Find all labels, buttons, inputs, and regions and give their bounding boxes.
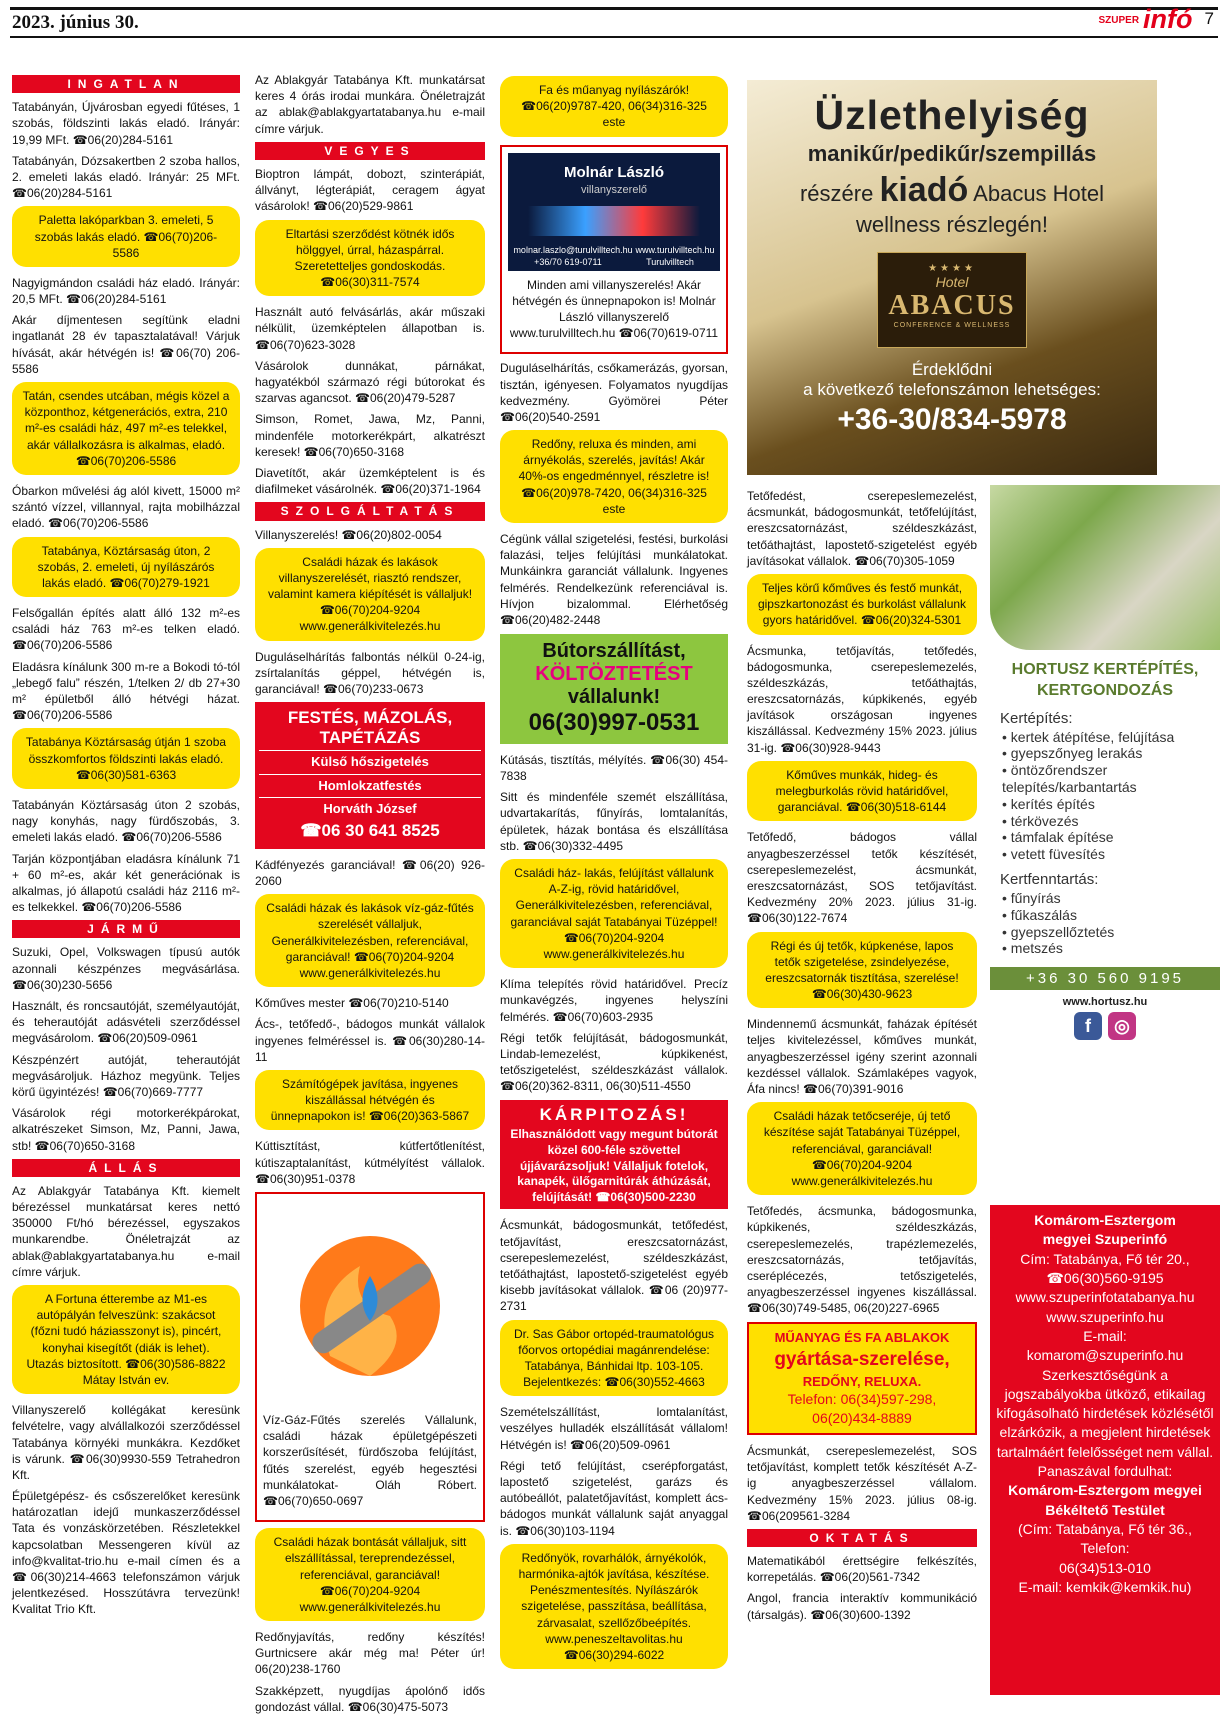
festes-ad — [255, 702, 485, 849]
imprint-box — [990, 1205, 1220, 1695]
classified-ad: Simson, Romet, Jawa, Mz, Panni, mindenféle motorkerékpárt, alkatrészt keresek! ☎06(70)650-3168 — [255, 412, 485, 459]
abacus-logo — [877, 252, 1027, 348]
classified-ad: Vásárolok dunnákat, párnákat, hagyatékból származó régi bútorokat és szarvas agancsot. ☎06(20)479-5287 — [255, 358, 485, 406]
classified-ad: Tetőfedést, cserepeslemezelést, ácsmunkát, bádogosmunkát, tetőfelújítást, ereszcsatornázást, széldeszkázást, tetőáthajtást, lapostető-szigetelést egyéb javításokat vállalok. ☎06(70)305-1059 — [747, 489, 977, 568]
classified-ad: Diavetítőt, akár üzemképtelent is és diafilmeket vásárolnék. ☎06(20)371-1964 — [255, 465, 485, 497]
spark-graphic — [528, 206, 700, 236]
service-list-item: • gyepszőnyeg lerakás — [1002, 745, 1220, 762]
highlighted-ad: Tatabánya Köztársaság útján 1 szoba összkomfortos földszinti lakás eladó. ☎06(30)581-6363 — [12, 728, 240, 789]
molnar-email: molnar.laszlo@turulvilltech.hu — [513, 244, 633, 255]
service-list-item: • gyepszellőztetés — [1002, 924, 1220, 941]
classified-ad: Tarján központjában eladásra kínálunk 71 + 60 m²-es, akár két generációnak is alkalmas, jó állapotú családi ház 2116 m²-es telkekkel. ☎06(70)206-5586 — [12, 851, 240, 915]
butor-line1: Bútorszállítást, — [542, 640, 686, 663]
muanyag-line3: REDŐNY, RELUXA. — [802, 1373, 922, 1389]
section-header: OKTATÁS — [747, 1529, 977, 1547]
highlighted-ad: Teljes körű kőműves és festő munkát, gipszkartonozást és burkolást vállalunk gyors határidővel. ☎06(20)324-5301 — [747, 574, 977, 635]
header-rule — [10, 36, 1218, 38]
classified-ad: Kádfényezés garanciával! ☎06(20) 926-2060 — [255, 857, 485, 889]
classified-ad: Régi tetők felújítását, bádogosmunkát, Lindab-lemezelést, kúpkikenést, tetőszigetelést, széldeszkázást vállalok. ☎06(20)362-8311, 06(30)511-4550 — [500, 1030, 728, 1094]
festes-phone: ☎06 30 641 8525 — [300, 820, 440, 840]
hortusz-list1 — [990, 729, 1220, 863]
classified-ad: Az Ablakgyár Tatabánya Kft. kiemelt bérezéssel munkatársat keres nettó 350000 Ft/hó bérezéssel, egyszakos munkarendbe. Önéletrajzát az ablak@ablakgyartatabanya.hu e-mail címre várjuk. — [12, 1183, 240, 1279]
classified-ad: Redőnyjavítás, redőny készítés! Gurtnicsere akár még ma! Péter úr! 06(20)238-1760 — [255, 1630, 485, 1677]
abacus-wellness: wellness részlegén! — [856, 212, 1048, 237]
imprint-l12: (Cím: Tatabánya, Fő tér 36., — [1017, 1521, 1193, 1537]
column-1 — [12, 72, 240, 1687]
butor-ad — [500, 634, 728, 744]
molnar-phone: +36/70 619-0711 — [534, 256, 602, 267]
classified-ad: Klíma telepítés rövid határidővel. Precíz munkavégzés, ingyenes helyszíni felmérés. ☎06(70)603-2935 — [500, 977, 728, 1024]
abacus-logo-script: Hotel — [935, 274, 969, 290]
imprint-l1: Komárom-Esztergom — [1034, 1212, 1176, 1228]
classified-ad: Felsőgallán építés alatt álló 132 m²-es családi ház 763 m²-es telken eladó. ☎06(70)206-5586 — [12, 606, 240, 653]
molnar-text: Minden ami villanyszerelés! Akár hétvégén és ünnepnapokon is! Molnár László villanyszerelő www.turulvilltech.hu ☎06(70)619-0711 — [509, 277, 719, 341]
abacus-kiado: kiadó — [879, 171, 969, 209]
hortusz-title1: HORTUSZ KERTÉPÍTÉS, — [1011, 661, 1199, 678]
garden-photo — [990, 485, 1220, 650]
classified-ad: Ácsmunka, tetőjavítás, tetőfedés, bádogosmunka, cserepeslemezelés, széldeszkázás, tetőáthajtás, ereszcsatornázás, kúpkikenés, egyéb javítások országosan ingyenes kiszállással. Kedvezmény 15% 2023. július 31-ig. ☎06(30)928-9443 — [747, 643, 977, 755]
karpitozas-ad — [500, 1100, 728, 1209]
classified-ad: Mindennemű ácsmunkát, faházak építését teljes kivitelezéssel, kőműves munkát, anyagbeszerzéssel igény szerint azonnali kezdéssel vállalok. Számlaképes vagyok, Áfa nincs! ☎06(70)391-9016 — [747, 1017, 977, 1096]
molnar-sub: villanyszerelő — [580, 183, 648, 196]
classified-ad: Tetőfedés, ácsmunka, bádogosmunka, kúpkikenés, széldeszkázás, cserepeslemezelés, trapézlemezelés, ereszcsatornázás, tetőjavítás, cseréplécezés, tetőszigetelés, anyagbeszerzéssel ingyenes kiszállással. ☎06(30)749-5485, 06(20)227-6965 — [747, 1204, 977, 1316]
top-rule — [10, 7, 1218, 10]
highlighted-ad: Fa és műanyag nyílászárók! ☎06(20)9787-420, 06(34)316-325 este — [500, 76, 728, 137]
classified-ad: Angol, francia interaktív kommunikáció (társalgás). ☎06(30)600-1392 — [747, 1591, 977, 1622]
classified-ad: Használt autó felvásárlás, akár műszaki nélkülit, üzemképtelen állapotban is. ☎06(70)623-3028 — [255, 305, 485, 352]
abacus-headline: Üzlethelyiség — [814, 92, 1090, 138]
classified-ad: Sitt és mindenféle szemét elszállítása, udvartakarítás, fűnyírás, lomtalanítás, épületek, házak bontása és elszállítása stb. ☎06(30)332-4495 — [500, 790, 728, 853]
muanyag-line1: MŰANYAG ÉS FA ABLAKOK — [774, 1330, 950, 1346]
classified-ad: Cégünk vállal szigetelési, festési, burkolási falazási, teljes felújítási munkálatokat. Munkáinkra garanciát vállalunk. Ingyenes felmérés. Rendelkezünk referenciával is. Hívjon bizalommal. Elérhetőség ☎06(20)482-2448 — [500, 532, 728, 627]
classified-ad: Eladásra kínálunk 300 m-re a Bokodi tó-tól „lebegő falu” részén, 1/telken 2/ db 27+30 m² épületből álló hétvégi házat. ☎06(70)206-5586 — [12, 659, 240, 723]
festes-title: FESTÉS, MÁZOLÁS, TAPÉTÁZÁS — [287, 708, 453, 747]
issue-date: 2023. június 30. — [12, 12, 139, 33]
abacus-logo-sub: CONFERENCE & WELLNESS — [893, 322, 1011, 329]
classified-ad: Tatabányán, Dózsakertben 2 szoba hallos, 2. emeleti lakás eladó. Irányár: 25 MFt. ☎06(20)284-5161 — [12, 153, 240, 201]
molnar-banner — [508, 153, 720, 271]
classified-ad: Óbarkon művelési ág alól kivett, 15000 m² szántó vízzel, villannyal, rajta mobilházzal eladó. ☎06(70)206-5586 — [12, 483, 240, 531]
classified-ad: Épületgépész- és csőszerelőket keresünk határozatlan idejű munkaszerződéssel Tata és vonzáskörzetében. Részletekkel kapcsolatban Messengeren kívül az info@kvalitat-trio.hu e-mail címen és a ☎06(30)214-4663 telefonszámon várjuk jelentkezésed. Hosszútávra tervezünk! Kvalitat Trio Kft. — [12, 1489, 240, 1617]
highlighted-ad: Családi házak és lakások víz-gáz-fűtés szerelését vállaljuk, Generálkivitelezésben, referenciával, garanciával! ☎06(70)204-9204 www.generálkivitelezés.hu — [255, 894, 485, 987]
highlighted-ad: Dr. Sas Gábor ortopéd-traumatológus főorvos ortopédiai magánrendelése: Tatabánya, Bánhidai ltp. 103-105. Bejelentkezés: ☎06(30)552-4663 — [500, 1320, 728, 1397]
classified-ad: Ács-, tetőfedő-, bádogos munkát vállalok ingyenes felméréssel is. ☎06(30)280-14-11 — [255, 1017, 485, 1064]
butor-phone: 06(30)997-0531 — [528, 709, 700, 737]
abacus-hotel: Abacus Hotel — [973, 181, 1105, 206]
hortusz-phone: +36 30 560 9195 — [990, 967, 1220, 990]
classified-ad: Ácsmunkát, bádogosmunkát, tetőfedést, tetőjavítást, ereszcsatornázást, cserepeslemezelést, széldeszkázást, tetőáthajtást, lapostető-szigetelést egyéb kisebb javításokat vállalok. ☎06 (20)977-2731 — [500, 1218, 728, 1314]
abacus-reszere: részére — [799, 181, 874, 206]
highlighted-ad: Családi házak és lakások villanyszerelését, riasztó rendszer, valamint kamera kiépítését is vállaljuk! ☎06(70)204-9204 www.generálkivitelezés.hu — [255, 548, 485, 641]
imprint-l13: Telefon: — [1080, 1540, 1130, 1557]
highlighted-ad: Tatán, csendes utcában, mégis közel a központhoz, kétgenerációs, extra, 210 m²-es családi ház, 497 m²-es telekkel, akár vállalkozásra is alkalmas, eladó. ☎06(70)206-5586 — [12, 382, 240, 475]
hortusz-sub1: Kertépítés: — [1000, 709, 1073, 727]
imprint-l14: 06(34)513-010 — [1059, 1559, 1151, 1576]
hortusz-list2 — [990, 890, 1220, 957]
butor-line2: KÖLTÖZTETÉST — [535, 663, 693, 686]
section-header: SZOLGÁLTATÁS — [255, 502, 485, 520]
service-list-item: • vetett füvesítés — [1002, 846, 1220, 863]
classified-ad: Suzuki, Opel, Volkswagen típusú autók azonnali készpénzes megvásárlása. ☎06(30)230-5656 — [12, 945, 240, 992]
classified-ad: Kútásás, tisztítás, mélyítés. ☎06(30) 454-7838 — [500, 752, 728, 784]
highlighted-ad: Redőnyök, rovarhálók, árnyékolók, harmónika-ajtók javítása, készítése. Penészmentesítés. Nyílászárók szigetelése, passzítása, beállítása, zárvasalat, szellőzőbeépítés. www.peneszeltavolitas.hu ☎06(30)294-6022 — [500, 1544, 728, 1669]
imprint-l4: ☎06(30)560-9195 — [1046, 1269, 1164, 1286]
classified-ad: Bioptron lámpát, dobozt, szinterápiát, állványt, légterápiát, ceragem ágyat vásárolok! ☎06(20)529-9861 — [255, 166, 485, 214]
classified-ad: Vásárolok régi motorkerékpárokat, alkatrészeket Simson, Mz, Panni, Jawa, stb! ☎06(70)650-3168 — [12, 1106, 240, 1153]
classified-ad: Szemételszállítást, lomtalanítást, veszélyes hulladék elszállítását vállalom! Hétvégén is! ☎06(20)509-0961 — [500, 1405, 728, 1452]
column-4 — [747, 488, 977, 1688]
wrench-flame-drop-icon — [263, 1206, 477, 1406]
highlighted-ad: Eltartási szerződést kötnék idős hölggyel, úrral, házaspárral. Szeretetteljes gondoskodás. ☎06(30)311-7574 — [255, 220, 485, 297]
abacus-logo-name: ABACUS — [888, 290, 1016, 321]
viz-gaz-text: Víz-Gáz-Fűtés szerelés Vállalunk, családi házak épületgépészeti korszerűsítését, fürdőszoba felújítást, fűtés szerelést, egyéb hegesztési munkálatokat- Oláh Róbert. ☎06(70)650-0697 — [263, 1413, 477, 1508]
highlighted-ad: Redőny, reluxa és minden, ami árnyékolás, szerelés, javítás! Akár 40%-os engedménnyel, részletre is! ☎06(20)978-7420, 06(34)316-325 este — [500, 430, 728, 523]
classified-ad: Villanyszerelő kollégákat keresünk felvételre, vagy alvállalkozói szerződéssel Tatabánya környéki munkákra. Kezdőket is várunk. ☎06(30)9930-559 Tetrahedron Kft. — [12, 1403, 240, 1482]
classified-ad: Matematikából érettségire felkészítés, korrepetálás. ☎06(20)561-7342 — [747, 1554, 977, 1585]
classified-ad: Nagyigmándon családi ház eladó. Irányár: 20,5 MFt. ☎06(20)284-5161 — [12, 275, 240, 307]
instagram-icon[interactable]: ◎ — [1108, 1012, 1136, 1040]
classified-ad: Villanyszerelés! ☎06(20)802-0054 — [255, 527, 442, 542]
classified-ad: Régi tető felújítást, cserépforgatást, lapostető szigetelést, garázs és autóbeállót, palatetőjavítást, komplett ács- bádogos munkát vállalunk saját anyaggal is. ☎06(30)103-1194 — [500, 1458, 728, 1538]
festes-line1: Külső hőszigetelés — [259, 750, 481, 771]
imprint-l15: E-mail: kemkik@kemkik.hu) — [1018, 1578, 1192, 1595]
muanyag-ad — [747, 1322, 977, 1435]
hortusz-sub2: Kertfenntartás: — [1000, 870, 1099, 888]
classified-ad: Készpénzért autóját, teherautóját megvásároljuk. Házhoz megyünk. Teljes körű ügyintézés! ☎06(70)669-7777 — [12, 1052, 240, 1099]
abacus-services: manikűr/pedikűr/szempillás — [807, 141, 1097, 166]
classified-ad: Kúttisztítást, kútfertőtlenítést, kútiszaptalanítást, kútmélyítést vállalok. ☎06(30)951-0378 — [255, 1139, 485, 1186]
butor-line3: vállalunk! — [567, 686, 661, 709]
molnar-web: www.turulvilltech.hu — [635, 244, 715, 255]
molnar-ad — [500, 145, 728, 355]
service-list-item: • térkövezés — [1002, 813, 1220, 830]
abacus-phone-label: a következő telefonszámon lehetséges: — [803, 380, 1101, 399]
highlighted-ad: Tatabánya, Köztársaság úton, 2 szobás, 2. emeleti, új nyílászárós lakás eladó. ☎06(70)279-1921 — [12, 537, 240, 598]
section-header: ÁLLÁS — [12, 1159, 240, 1177]
column-3 — [500, 72, 728, 1687]
classified-ad: Kőműves mester ☎06(70)210-5140 — [255, 996, 449, 1011]
viz-gaz-ad — [255, 1192, 485, 1522]
service-list-item: • fűkaszálás — [1002, 907, 1220, 924]
classified-ad: Tetőfedő, bádogos vállal anyagbeszerzéssel tetők készítését, cserepeslemezelést, ácsmunkát, ereszcsatornázást, SOS tetőjavítást. Kedvezmény 20% 2023. július 31-ig. ☎06(30)122-7674 — [747, 830, 977, 926]
section-header: JÁRMŰ — [12, 920, 240, 938]
imprint-l2: megyei Szuperinfó — [1042, 1231, 1168, 1248]
festes-name: Horváth József — [259, 797, 481, 818]
abacus-erdeklodni: Érdeklődni — [911, 360, 993, 379]
section-header: VEGYES — [255, 142, 485, 160]
brand-small: SZUPER — [1098, 15, 1140, 26]
imprint-l9: Szerkesztőségünk a jogszabályokba ütköző, etikailag kifogásolható hirdetések közlésétől elzárkózik, a megjelent hirdetések tartalmáért felelősséget nem vállal. — [996, 1366, 1214, 1460]
molnar-fb: Turulvilltech — [646, 256, 694, 267]
service-list-item: • öntözőrendszer telepítés/karbantartás — [1002, 762, 1220, 796]
highlighted-ad: Családi házak tetőcseréje, új tető készítése saját Tatabányai Tüzéppel, referenciával, garanciával! ☎06(70)204-9204 www.generálkivitelezés.hu — [747, 1102, 977, 1195]
masthead — [1098, 6, 1214, 33]
column-2 — [255, 72, 485, 1714]
classified-ad: Használt, és roncsautóját, személyautóját, és teherautóját adásvételi szerződéssel megvásárolom. ☎06(20)509-0961 — [12, 999, 240, 1046]
classified-ad: Duguláselhárítás, csőkamerázás, gyorsan, tisztán, igényesen. Folyamatos nyugdíjas kedvezmény. Gyömörei Péter ☎06(20)540-2591 — [500, 361, 728, 424]
classified-ad: Tatabányán, Újvárosban egyedi fűtéses, 1 szobás, földszinti lakás eladó. Irányár: 19,99 MFt. ☎06(20)284-5161 — [12, 100, 240, 147]
molnar-name: Molnár László — [563, 163, 664, 181]
muanyag-line2: gyártása-szerelése, — [774, 1348, 950, 1370]
imprint-l11: Komárom-Esztergom megyei Békéltető Testület — [1008, 1482, 1202, 1518]
brand-logo: infó — [1143, 4, 1193, 34]
section-header: INGATLAN — [12, 75, 240, 93]
page-number: 7 — [1204, 9, 1214, 28]
classified-ad: Az Ablakgyár Tatabánya Kft. munkatársat keres 4 órás irodai munkára. Önéletrajzát az ablak@ablakgyartatabanya.hu e-mail címre várjuk. — [255, 73, 485, 136]
highlighted-ad: Kőműves munkák, hideg- és melegburkolás rövid határidővel, garanciával. ☎06(30)518-6144 — [747, 761, 977, 822]
highlighted-ad: Paletta lakóparkban 3. emeleti, 5 szobás lakás eladó. ☎06(70)206-5586 — [12, 206, 240, 267]
service-list-item: • támfalak építése — [1002, 829, 1220, 846]
highlighted-ad: Régi és új tetők, kúpkenése, lapos tetők szigetelése, zsindelyezése, ereszcsatornák tisztítása, szerelése! ☎06(30)430-9623 — [747, 932, 977, 1009]
service-list-item: • kerítés építés — [1002, 796, 1220, 813]
imprint-l7: E-mail: — [1083, 1327, 1127, 1344]
abacus-ad — [747, 80, 1157, 475]
highlighted-ad: Családi házak bontását vállaljuk, sitt elszállítással, tereprendezéssel, referenciával, garanciával! ☎06(70)204-9204 www.generálkivitelezés.hu — [255, 1528, 485, 1621]
abacus-stars: ★★★★ — [928, 263, 976, 274]
service-list-item: • metszés — [1002, 940, 1220, 957]
service-list-item: • kertek átépítése, felújítása — [1002, 729, 1220, 746]
hortusz-ad — [990, 485, 1220, 1045]
imprint-l8: komarom@szuperinfo.hu — [1026, 1347, 1184, 1364]
classified-ad: Duguláselhárítás falbontás nélkül 0-24-ig, zsírtalanítás géppel, hétvégén is, garanciával! ☎06(70)233-0673 — [255, 649, 485, 696]
facebook-icon[interactable]: f — [1074, 1012, 1102, 1040]
classified-ad: Ácsmunkát, cserepeslemezelést, SOS tetőjavítást, komplett tetők készítését A-Z-ig anyagbeszerzéssel vállalom. Kedvezmény 15% 2023. július 08-ig. ☎06(209561-3284 — [747, 1443, 977, 1523]
karpitozas-title: KÁRPITOZÁS! — [539, 1105, 689, 1125]
imprint-l6: www.szuperinfo.hu — [1046, 1308, 1164, 1325]
imprint-l5: www.szuperinfotatabanya.hu — [1015, 1289, 1195, 1306]
hortusz-url: www.hortusz.hu — [1062, 996, 1148, 1009]
highlighted-ad: Számítógépek javítása, ingyenes kiszállással hétvégén és ünnepnapokon is! ☎06(20)363-5867 — [255, 1070, 485, 1131]
karpitozas-text: Elhasználódott vagy megunt bútorát közel 600-féle szövettel újjávarázsoljuk! Vállaljuk fotelok, kanapék, ülőgarnitúrák áthúzását, felújítását! ☎06(30)500-2230 — [510, 1127, 718, 1204]
abacus-phone: +36-30/834-5978 — [837, 403, 1067, 436]
classified-ad: Tatabányán Köztársaság úton 2 szobás, nagy konyhás, nagy fürdőszobás, 3. emeleti lakás eladó. ☎06(70)206-5586 — [12, 797, 240, 845]
hortusz-title2: KERTGONDOZÁS — [1037, 681, 1173, 699]
festes-line2: Homlokzatfestés — [259, 774, 481, 795]
service-list-item: • fűnyírás — [1002, 890, 1220, 907]
classified-ad: Szakképzett, nyugdíjas ápolónő idős gondozást vállal. ☎06(30)475-5073 — [255, 1683, 485, 1714]
imprint-l10: Panaszával fordulhat: — [1037, 1463, 1173, 1480]
muanyag-phone: Telefon: 06(34)597-298, 06(20)434-8889 — [787, 1391, 937, 1427]
classified-ad: Akár díjmentesen segítünk eladni ingatlanát 28 év tapasztalatával! Várjuk hívását, akár hétvégén is! ☎06(70) 206-5586 — [12, 313, 240, 376]
highlighted-ad: A Fortuna étterembe az M1-es autópályán felveszünk: szakácsot (főzni tudó háziasszonyt is), pincért, konyhai kisegítőt (diák is lehet). Utazás biztosított. ☎06(30)586-8822 Mátay István ev. — [12, 1285, 240, 1394]
imprint-l3: Cím: Tatabánya, Fő tér 20., — [1020, 1250, 1190, 1267]
highlighted-ad: Családi ház- lakás, felújítást vállalunk A-Z-ig, rövid határidővel, Generálkivitelezésben, referenciával, garanciával saját Tatabányai Tüzéppel! ☎06(70)204-9204 www.generálkivitelezés.hu — [500, 859, 728, 968]
